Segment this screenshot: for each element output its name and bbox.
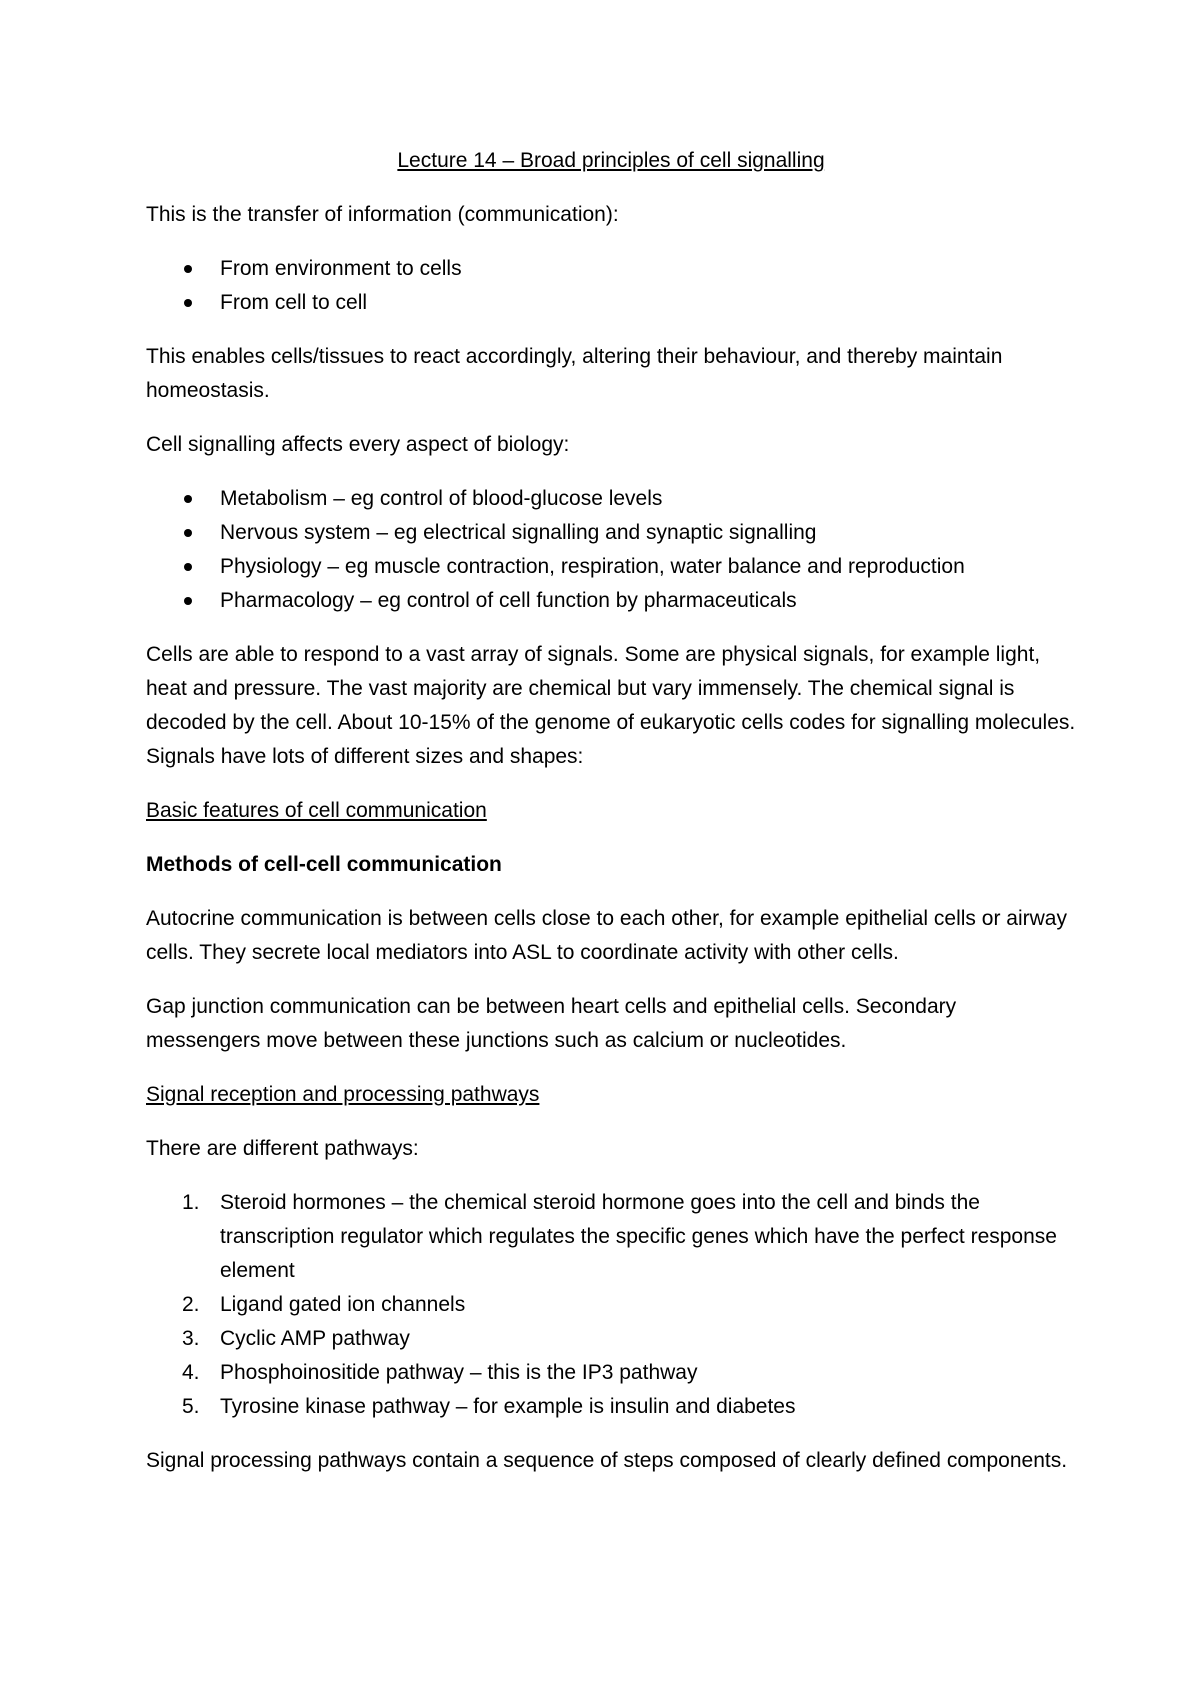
bullet-icon bbox=[184, 299, 192, 307]
list-item-text: From cell to cell bbox=[220, 291, 368, 314]
pathways-intro-paragraph: There are different pathways: bbox=[146, 1137, 419, 1160]
list-item bbox=[146, 482, 1076, 516]
list-item bbox=[146, 1356, 1076, 1390]
signals-paragraph: Cells are able to respond to a vast array of signals. Some are physical signals, for example light, heat and pressure. The vast majority are chemical but vary immensely. The chemical signal is decoded by the cell. About 10-15% of the genome of eukaryotic cells codes for signalling molecules. Signals have lots of different sizes and shapes: bbox=[146, 643, 1076, 768]
list-item bbox=[146, 550, 1076, 584]
processing-paragraph: Signal processing pathways contain a sequence of steps composed of clearly defined components. bbox=[146, 1449, 1068, 1472]
list-item bbox=[146, 286, 1076, 320]
list-item bbox=[146, 1390, 1076, 1424]
bullet-icon bbox=[184, 563, 192, 571]
heading-signal-reception: Signal reception and processing pathways bbox=[146, 1083, 540, 1106]
heading-basic-features: Basic features of cell communication bbox=[146, 799, 487, 822]
list-item bbox=[146, 252, 1076, 286]
page-title: Lecture 14 – Broad principles of cell signalling bbox=[397, 149, 825, 172]
gap-junction-paragraph: Gap junction communication can be between heart cells and epithelial cells. Secondary messengers move between these junctions such as calcium or nucleotides. bbox=[146, 995, 957, 1052]
list-item bbox=[146, 584, 1076, 618]
affects-paragraph: Cell signalling affects every aspect of biology: bbox=[146, 433, 570, 456]
list-item bbox=[146, 516, 1076, 550]
list-item-text: Pharmacology – eg control of cell function by pharmaceuticals bbox=[220, 589, 797, 612]
pathways-numbered-list bbox=[146, 1186, 1076, 1424]
list-item-text: Ligand gated ion channels bbox=[220, 1293, 466, 1316]
bullet-icon bbox=[184, 597, 192, 605]
list-item-number: 5. bbox=[182, 1395, 200, 1418]
list-item-number: 4. bbox=[182, 1361, 200, 1384]
list-item-text: Physiology – eg muscle contraction, respiration, water balance and reproduction bbox=[220, 555, 965, 578]
aspects-bullet-list bbox=[146, 482, 1076, 618]
list-item-text: Steroid hormones – the chemical steroid hormone goes into the cell and binds the transcription regulator which regulates the specific genes which have the perfect response element bbox=[220, 1191, 1057, 1282]
document-page bbox=[146, 144, 1076, 1498]
list-item-text: Metabolism – eg control of blood-glucose levels bbox=[220, 487, 663, 510]
heading-methods: Methods of cell-cell communication bbox=[146, 853, 502, 876]
intro-bullet-list bbox=[146, 252, 1076, 320]
list-item-number: 3. bbox=[182, 1327, 200, 1350]
list-item-text: Tyrosine kinase pathway – for example is insulin and diabetes bbox=[220, 1395, 796, 1418]
list-item-number: 1. bbox=[182, 1191, 200, 1214]
autocrine-paragraph: Autocrine communication is between cells close to each other, for example epithelial cells or airway cells. They secrete local mediators into ASL to coordinate activity with other cells. bbox=[146, 907, 1067, 964]
list-item-text: Nervous system – eg electrical signalling and synaptic signalling bbox=[220, 521, 817, 544]
list-item-number: 2. bbox=[182, 1293, 200, 1316]
bullet-icon bbox=[184, 265, 192, 273]
intro-paragraph: This is the transfer of information (communication): bbox=[146, 203, 619, 226]
list-item-text: Cyclic AMP pathway bbox=[220, 1327, 410, 1350]
list-item bbox=[146, 1186, 1076, 1288]
list-item-text: From environment to cells bbox=[220, 257, 462, 280]
bullet-icon bbox=[184, 529, 192, 537]
bullet-icon bbox=[184, 495, 192, 503]
list-item bbox=[146, 1288, 1076, 1322]
list-item-text: Phosphoinositide pathway – this is the IP3 pathway bbox=[220, 1361, 698, 1384]
enables-paragraph: This enables cells/tissues to react accordingly, altering their behaviour, and thereby maintain homeostasis. bbox=[146, 345, 1003, 402]
list-item bbox=[146, 1322, 1076, 1356]
